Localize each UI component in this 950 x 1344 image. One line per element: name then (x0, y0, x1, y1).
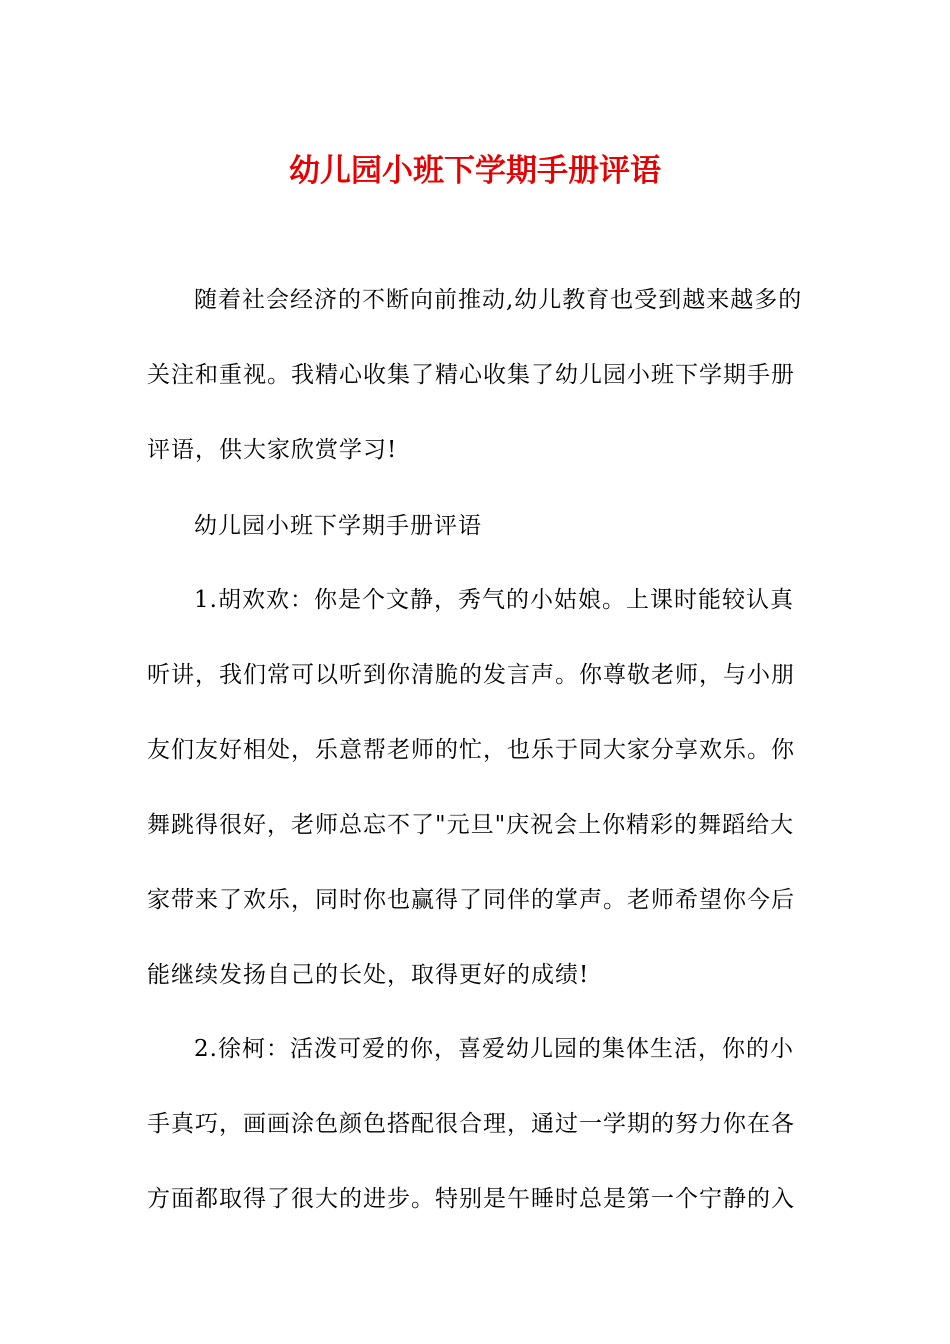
paragraph-line: 听讲，我们常可以听到你清脆的发言声。你尊敬老师，与小朋 (147, 662, 795, 688)
document-title: 幼儿园小班下学期手册评语 (289, 153, 661, 189)
paragraph-line: 友们友好相处，乐意帮老师的忙，也乐于同大家分享欢乐。你 (147, 737, 795, 763)
paragraph-line: 手真巧，画画涂色颜色搭配很合理，通过一学期的努力你在各 (147, 1111, 795, 1137)
paragraph-line: 舞跳得很好，老师总忘不了"元旦"庆祝会上你精彩的舞蹈给大 (147, 812, 795, 838)
paragraph-line: 2.徐柯：活泼可爱的你，喜爱幼儿园的集体生活，你的小 (194, 1036, 794, 1062)
paragraph-line: 方面都取得了很大的进步。特别是午睡时总是第一个宁静的入 (147, 1186, 795, 1212)
paragraph-line: 家带来了欢乐，同时你也赢得了同伴的掌声。老师希望你今后 (147, 887, 795, 913)
paragraph-line: 随着社会经济的不断向前推动,幼儿教育也受到越来越多的 (194, 287, 803, 313)
paragraph-line: 关注和重视。我精心收集了精心收集了幼儿园小班下学期手册 (147, 362, 795, 388)
comment-paragraph-1 (147, 580, 807, 1030)
paragraph-line: 幼儿园小班下学期手册评语 (194, 513, 482, 539)
paragraph-line: 评语，供大家欣赏学习! (147, 437, 398, 463)
intro-paragraph (147, 280, 807, 505)
paragraph-line: 能继续发扬自己的长处，取得更好的成绩! (147, 962, 590, 988)
section-heading-paragraph (147, 506, 807, 581)
paragraph-line: 1.胡欢欢：你是个文静，秀气的小姑娘。上课时能较认真 (194, 587, 794, 613)
comment-paragraph-2 (147, 1029, 807, 1254)
